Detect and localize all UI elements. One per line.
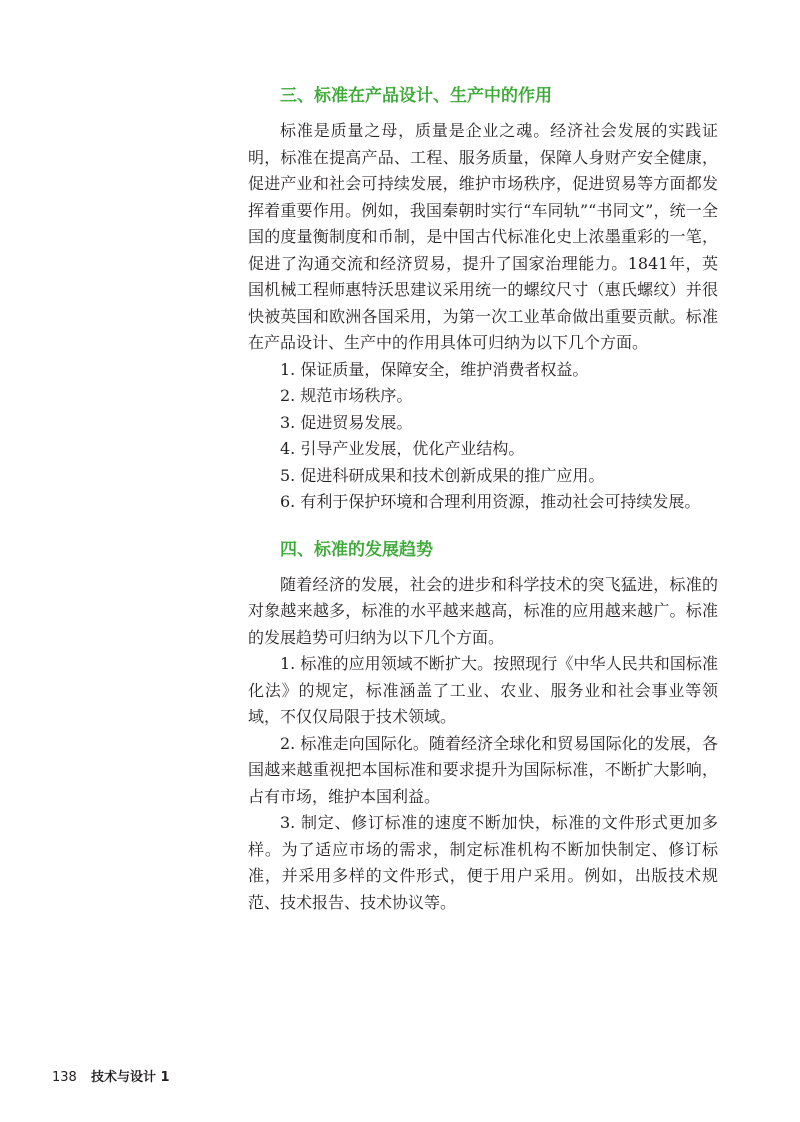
page-footer bbox=[52, 1066, 170, 1085]
list-item: 2. 规范市场秩序。 bbox=[280, 386, 413, 405]
page-content bbox=[248, 84, 718, 916]
list-item: 5. 促进科研成果和技术创新成果的推广应用。 bbox=[280, 465, 605, 485]
page-number: 138 bbox=[52, 1070, 77, 1085]
list-item: 2. 标准走向国际化。随着经济全球化和贸易国际化的发展，各国越来越重视把本国标准和要求提升为国际标准，不断扩大影响，占有市场，维护本国利益。 bbox=[248, 733, 718, 806]
list-item: 3. 制定、修订标准的速度不断加快，标准的文件形式更加多样。为了适应市场的需求，制定标准机构不断加快制定、修订标准，并采用多样的文件形式，便于用户采用。例如，出版技术规范、技术报告、技术协议等。 bbox=[248, 813, 718, 912]
list-item: 4. 引导产业发展，优化产业结构。 bbox=[280, 439, 525, 458]
list-item: 1. 标准的应用领域不断扩大。按照现行《中华人民共和国标准化法》的规定，标准涵盖了工业、农业、服务业和社会事业等领域，不仅仅局限于技术领域。 bbox=[248, 654, 718, 726]
book-title: 技术与设计 1 bbox=[90, 1070, 170, 1085]
section-heading-3: 三、标准在产品设计、生产中的作用 bbox=[280, 86, 552, 106]
section-3-intro: 标准是质量之母，质量是企业之魂。经济社会发展的实践证明，标准在提高产品、工程、服务质量，保障人身财产安全健康，促进产业和社会可持续发展，维护市场秩序，促进贸易等方面都发挥着重要作用。例如，我国秦朝时实行“车同轨”“书同文”，统一全国的度量衡制度和币制，是中国古代标准化史上浓墨重彩的一笔，促进了沟通交流和经济贸易，提升了国家治理能力。1841年，英国机械工程师惠特沃思建议采用统一的螺纹尺寸（惠氏螺纹）并很快被英国和欧洲各国采用，为第一次工业革命做出重要贡献。标准在产品设计、生产中的作用具体可归纳为以下几个方面。 bbox=[248, 121, 718, 352]
list-item: 6. 有利于保护环境和合理利用资源，推动社会可持续发展。 bbox=[280, 492, 701, 511]
section-heading-4: 四、标准的发展趋势 bbox=[280, 539, 433, 560]
section-4-intro: 随着经济的发展，社会的进步和科学技术的突飞猛进，标准的对象越来越多，标准的水平越来越高，标准的应用越来越广。标准的发展趋势可归纳为以下几个方面。 bbox=[248, 574, 718, 647]
section-spacer bbox=[248, 516, 718, 538]
list-item: 1. 保证质量，保障安全，维护消费者权益。 bbox=[280, 359, 589, 379]
list-item: 3. 促进贸易发展。 bbox=[280, 412, 413, 432]
